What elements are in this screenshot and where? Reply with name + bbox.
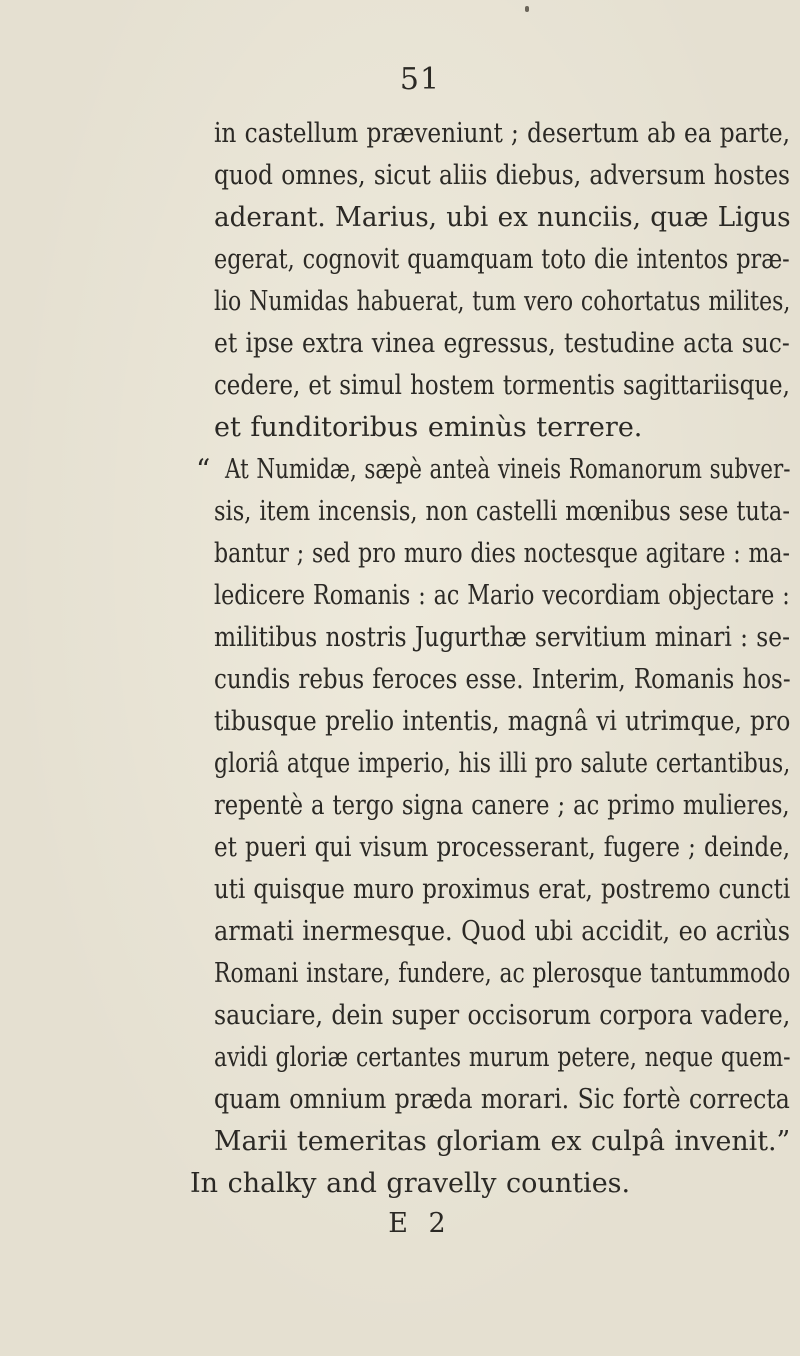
text-line: cedere, et simul hostem tormentis sagittariisque,: [214, 370, 790, 401]
text-line: avidi gloriæ certantes murum petere, neque quem-: [214, 1042, 791, 1073]
text-line: et pueri qui visum processerant, fugere ; deinde,: [214, 832, 791, 863]
text-line: quod omnes, sicut aliis diebus, adversum hostes: [214, 160, 790, 191]
text-line: lio Numidas habuerat, tum vero cohortatus milites,: [214, 286, 791, 317]
text-line: in castellum præveniunt ; desertum ab ea parte,: [214, 118, 791, 149]
text-line: Marii temeritas gloriam ex culpâ invenit.”: [214, 1126, 791, 1157]
text-line: gloriâ atque imperio, his illi pro salute certantibus,: [214, 748, 791, 779]
text-line: et funditoribus eminùs terrere.: [214, 412, 643, 443]
text-line: et ipse extra vinea egressus, testudine acta suc-: [214, 328, 790, 359]
text-line: armati inermesque. Quod ubi accidit, eo acriùs: [214, 916, 791, 947]
text-line: repentè a tergo signa canere ; ac primo mulieres,: [214, 790, 790, 821]
signature-mark: E 2: [388, 1208, 452, 1239]
text-line: quam omnium præda morari. Sic fortè correcta: [214, 1084, 790, 1115]
text-line: egerat, cognovit quamquam toto die intentos præ-: [214, 244, 790, 275]
text-line: In chalky and gravelly counties.: [190, 1168, 631, 1199]
text-line: bantur ; sed pro muro dies noctesque agitare : ma-: [214, 538, 790, 569]
text-line: aderant. Marius, ubi ex nunciis, quæ Ligus: [214, 202, 791, 233]
text-line: sauciare, dein super occisorum corpora vadere,: [214, 1000, 791, 1031]
text-line: uti quisque muro proximus erat, postremo cuncti: [214, 874, 791, 905]
text-line: sis, item incensis, non castelli mœnibus sese tuta-: [214, 496, 790, 527]
text-line: ledicere Romanis : ac Mario vecordiam objectare :: [214, 580, 790, 611]
ink-speck: [525, 6, 529, 12]
text-line: cundis rebus feroces esse. Interim, Romanis hos-: [214, 664, 791, 695]
text-line: militibus nostris Jugurthæ servitium minari : se-: [214, 622, 790, 653]
text-line: At Numidæ, sæpè anteà vineis Romanorum subver-: [225, 454, 791, 485]
page-number: 51: [399, 62, 441, 97]
text-line: tibusque prelio intentis, magnâ vi utrimque, pro: [214, 706, 791, 737]
text-line: Romani instare, fundere, ac plerosque tantummodo: [214, 958, 791, 989]
opening-quote-mark: “: [196, 453, 211, 486]
